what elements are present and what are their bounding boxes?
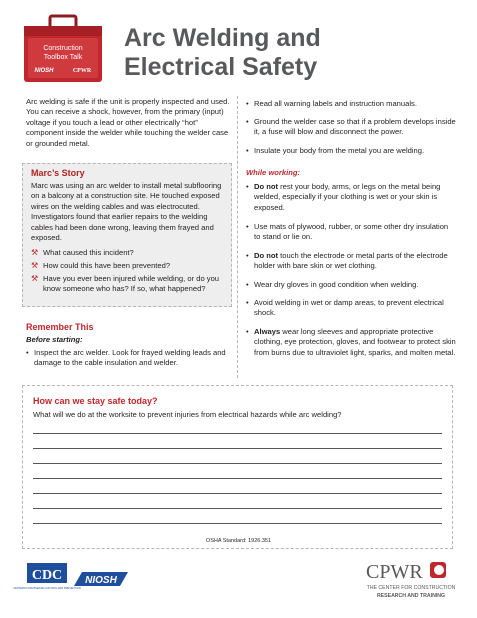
bullet-icon: • xyxy=(246,222,249,231)
answer-line[interactable] xyxy=(33,448,442,449)
list-item-text: touch the electrode or metal parts of the electrode holder with bare skin or wet clothing. xyxy=(254,251,448,271)
cdc-subtitle: CENTERS FOR DISEASE CONTROL AND PREVENTION xyxy=(13,587,81,590)
niosh-logo-text: NIOSH xyxy=(85,575,117,586)
list-item-text: rest your body, arms, or legs on the metal being welded, especially if your clothing is wet or your skin is exposed. xyxy=(254,182,441,212)
title-line2: Electrical Safety xyxy=(124,53,318,81)
answer-line[interactable] xyxy=(33,508,442,509)
bullet-icon: • xyxy=(246,251,249,260)
hammer-wrench-icon: ⚒ xyxy=(31,274,39,283)
remember-title: Remember This xyxy=(26,322,94,332)
discussion-title: How can we stay safe today? xyxy=(33,396,158,406)
while-working-label: While working: xyxy=(246,168,300,177)
emphasis: Always xyxy=(254,327,281,336)
niosh-logo xyxy=(72,564,130,592)
emphasis: Do not xyxy=(254,182,279,191)
emphasis: Do not xyxy=(254,251,279,260)
list-item-text: Inspect the arc welder. Look for frayed welding leads and damage to the cable insulation and welder. xyxy=(34,348,226,368)
cdc-logo-text: CDC xyxy=(31,568,63,583)
list-item-text: wear long sleeves and appropriate protective clothing, eye protection, gloves, and footwear to protect skin from burns due to ultraviolet light, sparks, and molten metal. xyxy=(254,327,456,357)
page-title xyxy=(124,24,464,82)
cpwr-logo-text: CPWR xyxy=(366,561,423,583)
answer-line[interactable] xyxy=(33,478,442,479)
badge-cpwr-logo: CPWR xyxy=(72,68,92,74)
question-text: How could this have been prevented? xyxy=(43,261,171,270)
cpwr-subtitle-2: RESEARCH AND TRAINING xyxy=(376,593,446,599)
badge-line1: Construction xyxy=(43,45,83,52)
badge-niosh-logo: NIOSH xyxy=(34,68,54,74)
cpwr-subtitle-1: THE CENTER FOR CONSTRUCTION xyxy=(366,585,456,591)
bullet-icon: • xyxy=(246,327,249,336)
bullet-icon: • xyxy=(246,298,249,307)
question-text: What caused this incident? xyxy=(43,248,134,257)
list-item-text: Read all warning labels and instruction manuals. xyxy=(254,99,417,108)
badge-line2: Toolbox Talk xyxy=(43,54,83,61)
discussion-box xyxy=(22,385,453,549)
bullet-icon: • xyxy=(246,99,249,108)
list-item-text: Wear dry gloves in good condition when welding. xyxy=(254,280,419,289)
answer-line[interactable] xyxy=(33,433,442,434)
story-box xyxy=(22,163,232,307)
bullet-icon: • xyxy=(246,146,249,155)
story-body: Marc was using an arc welder to install metal subflooring on a balcony at a construction site. He touched exposed wires on the welding cables and was electrocuted. Investigators found that earlier repairs to the welding cables had been done wrong, leaving them frayed and exposed. xyxy=(31,181,222,243)
bullet-icon: • xyxy=(246,280,249,289)
question-text: Have you ever been injured while welding, or do you know someone who has? If so, what happened? xyxy=(43,274,220,294)
answer-line[interactable] xyxy=(33,523,442,524)
list-item-text: Use mats of plywood, rubber, or some other dry insulation to stand or lie on. xyxy=(254,222,449,242)
bullet-icon: • xyxy=(246,182,249,191)
title-line1: Arc Welding and xyxy=(124,24,321,52)
list-item-text: Insulate your body from the metal you are welding. xyxy=(254,146,425,155)
list-item-text: Ground the welder case so that if a problem develops inside it, a fuse will blow and disconnect the power. xyxy=(254,117,456,137)
story-title: Marc’s Story xyxy=(31,168,85,178)
toolbox-talk-badge-icon xyxy=(22,14,104,84)
cpwr-logo xyxy=(364,556,458,604)
list-item-text: Avoid welding in wet or damp areas, to prevent electrical shock. xyxy=(254,298,444,318)
osha-standard: OSHA Standard: 1926.351 xyxy=(205,538,272,544)
discussion-question: What will we do at the worksite to prevent injuries from electrical hazards while arc welding? xyxy=(33,410,342,419)
column-divider xyxy=(237,96,238,378)
answer-line[interactable] xyxy=(33,493,442,494)
hammer-wrench-icon: ⚒ xyxy=(31,248,39,257)
cdc-logo xyxy=(13,562,81,592)
answer-line[interactable] xyxy=(33,463,442,464)
intro-paragraph: Arc welding is safe if the unit is properly inspected and used. You can receive a shock, however, from the primary (input) voltage if you touch a lead or other electrically “hot” component inside the welder while touching the welder case or grounded metal. xyxy=(26,97,230,148)
hammer-wrench-icon: ⚒ xyxy=(31,261,39,270)
bullet-icon: • xyxy=(26,348,29,357)
before-starting-label: Before starting: xyxy=(26,335,83,344)
bullet-icon: • xyxy=(246,117,249,126)
